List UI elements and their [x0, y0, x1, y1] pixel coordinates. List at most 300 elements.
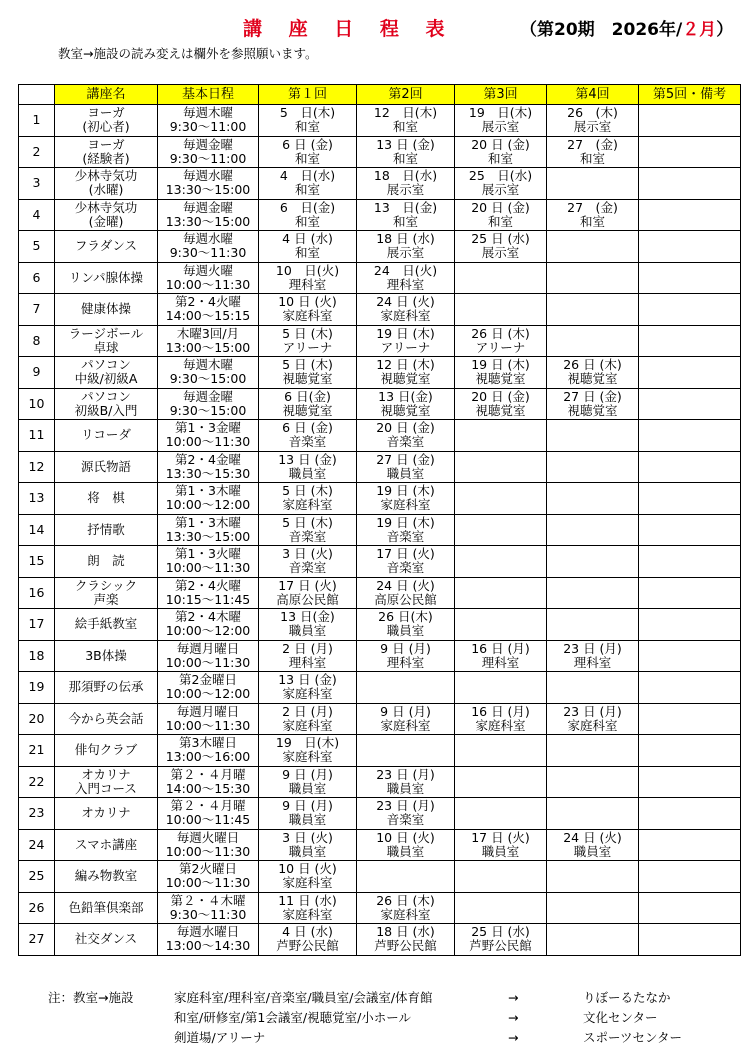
row-number: 6	[19, 262, 55, 294]
session-5-notes-cell	[639, 609, 741, 641]
basic-schedule-cell	[158, 420, 259, 452]
session-1-line: 音楽室	[288, 434, 327, 450]
session-1-line: 3 日 (火)	[282, 546, 333, 562]
session-1-line: 4 日 (水)	[282, 924, 333, 940]
session-4-cell	[547, 577, 639, 609]
basic-schedule-line: 毎週火曜	[182, 262, 233, 278]
session-4-line: 27 (金)	[567, 136, 618, 152]
session-1-line: 13 日(金)	[280, 609, 335, 625]
basic-schedule-line: 13:30～15:00	[165, 528, 251, 544]
header-session-4: 第4回	[547, 85, 639, 105]
session-2-line: 19 日 (木)	[376, 483, 435, 499]
session-1-line: 和室	[294, 182, 320, 198]
session-1-line: 家庭科室	[282, 749, 333, 765]
basic-schedule-line: 第２・４月曜	[170, 766, 246, 782]
basic-schedule-line: 第1・3木曜	[175, 483, 241, 499]
basic-schedule-cell	[158, 388, 259, 420]
table-row	[19, 609, 741, 641]
course-name-line: 3B体操	[85, 647, 127, 663]
row-number: 9	[19, 357, 55, 389]
session-3-line: 視聴覚室	[475, 371, 526, 387]
session-2-line: 高原公民館	[374, 591, 437, 607]
table-row	[19, 325, 741, 357]
course-name-line: 少林寺気功	[74, 199, 138, 215]
session-4-line: 視聴覚室	[567, 371, 618, 387]
session-1-cell	[259, 766, 357, 798]
basic-schedule-line: 13:30～15:30	[165, 465, 251, 481]
session-3-line: 16 日 (月)	[471, 640, 530, 656]
session-1-line: 10 日(火)	[275, 262, 340, 278]
session-2-cell	[357, 105, 455, 137]
header-session-2: 第2回	[357, 85, 455, 105]
session-1-line: 職員室	[288, 843, 327, 859]
session-4-line: 和室	[579, 213, 605, 229]
table-row	[19, 640, 741, 672]
course-name-line: スマホ講座	[74, 836, 138, 852]
session-3-cell	[455, 640, 547, 672]
session-1-line: 11 日 (水)	[278, 892, 337, 908]
session-1-line: 17 日 (火)	[278, 577, 337, 593]
course-name-line: (水曜)	[88, 182, 124, 198]
session-2-line: 23 日 (月)	[376, 766, 435, 782]
table-row	[19, 829, 741, 861]
session-5-notes-cell	[639, 577, 741, 609]
basic-schedule-cell	[158, 231, 259, 263]
session-4-cell	[547, 357, 639, 389]
session-5-notes-cell	[639, 766, 741, 798]
session-3-cell	[455, 325, 547, 357]
session-2-line: 音楽室	[386, 528, 425, 544]
session-1-cell	[259, 388, 357, 420]
session-4-cell	[547, 861, 639, 893]
session-1-line: 19 日(木)	[275, 735, 340, 751]
term-month: ２月	[682, 20, 717, 40]
session-4-cell	[547, 829, 639, 861]
basic-schedule-line: 第２・４木曜	[170, 892, 246, 908]
row-number: 14	[19, 514, 55, 546]
session-1-line: 2 日 (月)	[282, 703, 333, 719]
session-2-cell	[357, 294, 455, 326]
course-name-cell	[55, 357, 158, 389]
basic-schedule-line: 10:00～12:00	[165, 623, 251, 639]
session-1-line: 13 日 (金)	[278, 672, 337, 688]
session-4-cell	[547, 199, 639, 231]
session-2-cell	[357, 766, 455, 798]
term-label	[520, 15, 733, 40]
session-1-line: 13 日 (金)	[278, 451, 337, 467]
header-session-1: 第１回	[259, 85, 357, 105]
row-number: 27	[19, 924, 55, 956]
course-name-cell	[55, 451, 158, 483]
session-3-cell	[455, 451, 547, 483]
basic-schedule-line: 9:30～11:00	[169, 150, 247, 166]
session-1-line: 家庭科室	[282, 875, 333, 891]
row-number: 5	[19, 231, 55, 263]
session-3-line: 20 日 (金)	[471, 388, 530, 404]
session-5-notes-cell	[639, 798, 741, 830]
session-1-cell	[259, 451, 357, 483]
session-1-line: 10 日 (火)	[278, 861, 337, 877]
footer-rooms: 和室/研修室/第1会議室/視聴覚室/小ホール	[174, 1010, 412, 1025]
course-name-cell	[55, 798, 158, 830]
session-2-cell	[357, 199, 455, 231]
session-1-cell	[259, 672, 357, 704]
basic-schedule-line: 毎週金曜	[182, 199, 233, 215]
session-1-cell	[259, 231, 357, 263]
table-row	[19, 231, 741, 263]
basic-schedule-line: 9:30～15:00	[169, 402, 247, 418]
session-2-line: 13 日 (金)	[376, 136, 435, 152]
table-row	[19, 703, 741, 735]
course-name-cell	[55, 829, 158, 861]
course-name-line: オカリナ	[81, 766, 131, 782]
table-row	[19, 546, 741, 578]
basic-schedule-line: 第2・4火曜	[175, 577, 241, 593]
table-row	[19, 168, 741, 200]
session-5-notes-cell	[639, 325, 741, 357]
session-2-line: 家庭科室	[380, 497, 431, 513]
row-number: 8	[19, 325, 55, 357]
course-name-cell	[55, 483, 158, 515]
session-2-cell	[357, 640, 455, 672]
table-row	[19, 420, 741, 452]
session-2-line: 12 日 (木)	[376, 357, 435, 373]
basic-schedule-line: 毎週金曜	[182, 388, 233, 404]
table-row	[19, 577, 741, 609]
course-name-cell	[55, 577, 158, 609]
course-name-cell	[55, 546, 158, 578]
session-2-line: 視聴覚室	[380, 402, 431, 418]
session-2-cell	[357, 924, 455, 956]
session-3-cell	[455, 577, 547, 609]
session-2-cell	[357, 829, 455, 861]
basic-schedule-cell	[158, 199, 259, 231]
session-2-cell	[357, 168, 455, 200]
session-1-line: 6 日 (金)	[282, 136, 333, 152]
session-1-line: 5 日 (木)	[282, 483, 333, 499]
session-1-line: 和室	[294, 150, 320, 166]
session-3-line: 視聴覚室	[475, 402, 526, 418]
basic-schedule-line: 9:30～11:30	[169, 906, 247, 922]
session-3-line: 展示室	[481, 182, 520, 198]
session-3-cell	[455, 609, 547, 641]
session-4-cell	[547, 766, 639, 798]
session-2-line: 芦野公民館	[374, 938, 437, 954]
session-4-cell	[547, 546, 639, 578]
session-1-line: 和室	[294, 119, 320, 135]
footer-arrow: →	[508, 990, 519, 1005]
session-1-cell	[259, 577, 357, 609]
header-number	[19, 85, 55, 105]
footer-rooms: 家庭科室/理科室/音楽室/職員室/会議室/体育館	[174, 990, 433, 1005]
session-1-cell	[259, 325, 357, 357]
session-4-cell	[547, 924, 639, 956]
basic-schedule-line: 10:00～11:30	[165, 560, 251, 576]
session-2-cell	[357, 514, 455, 546]
course-name-line: フラダンス	[74, 238, 138, 254]
row-number: 17	[19, 609, 55, 641]
session-5-notes-cell	[639, 451, 741, 483]
session-4-cell	[547, 388, 639, 420]
footer-label: 注：教室→施設	[48, 990, 134, 1005]
basic-schedule-cell	[158, 829, 259, 861]
basic-schedule-line: 第2火曜日	[179, 861, 237, 877]
session-2-cell	[357, 357, 455, 389]
course-name-line: リンパ腺体操	[68, 269, 144, 285]
basic-schedule-line: 10:00～11:30	[165, 276, 251, 292]
basic-schedule-line: 9:30～11:00	[169, 119, 247, 135]
session-3-line: 和室	[487, 150, 513, 166]
session-2-cell	[357, 262, 455, 294]
session-1-cell	[259, 609, 357, 641]
course-name-cell	[55, 735, 158, 767]
course-name-line: 卓球	[93, 339, 119, 355]
table-row	[19, 451, 741, 483]
session-1-line: 家庭科室	[282, 308, 333, 324]
course-name-line: 今から英会話	[68, 710, 144, 726]
table-row	[19, 892, 741, 924]
course-name-line: 初級B/入門	[74, 402, 138, 418]
basic-schedule-cell	[158, 703, 259, 735]
session-2-line: 13 日(金)	[378, 388, 433, 404]
course-name-cell	[55, 924, 158, 956]
session-5-notes-cell	[639, 231, 741, 263]
row-number: 4	[19, 199, 55, 231]
footer-facility: スポーツセンター	[583, 1030, 683, 1045]
table-row	[19, 388, 741, 420]
basic-schedule-line: 10:00～11:30	[165, 717, 251, 733]
table-row	[19, 514, 741, 546]
row-number: 26	[19, 892, 55, 924]
session-3-line: 職員室	[481, 843, 520, 859]
session-4-cell	[547, 609, 639, 641]
session-2-line: 理科室	[386, 654, 425, 670]
course-name-cell	[55, 703, 158, 735]
footer-row	[48, 1008, 748, 1028]
session-2-line: 19 日 (木)	[376, 325, 435, 341]
basic-schedule-line: 毎週金曜	[182, 136, 233, 152]
row-number: 1	[19, 105, 55, 137]
course-name-line: 編み物教室	[74, 868, 138, 884]
session-5-notes-cell	[639, 357, 741, 389]
session-3-cell	[455, 483, 547, 515]
footer-arrow: →	[508, 1030, 519, 1045]
footer-row	[48, 1028, 748, 1048]
session-3-cell	[455, 546, 547, 578]
session-1-cell	[259, 168, 357, 200]
session-2-cell	[357, 325, 455, 357]
session-5-notes-cell	[639, 892, 741, 924]
basic-schedule-line: 第1・3木曜	[175, 514, 241, 530]
session-1-line: 家庭科室	[282, 686, 333, 702]
session-3-line: 19 日(木)	[468, 105, 533, 121]
footer-rooms: 剣道場/アリーナ	[174, 1030, 266, 1045]
row-number: 18	[19, 640, 55, 672]
row-number: 20	[19, 703, 55, 735]
session-2-cell	[357, 483, 455, 515]
session-1-line: 5 日 (木)	[282, 325, 333, 341]
row-number: 2	[19, 136, 55, 168]
session-2-line: 視聴覚室	[380, 371, 431, 387]
session-5-notes-cell	[639, 420, 741, 452]
session-4-cell	[547, 798, 639, 830]
session-1-line: 理科室	[288, 276, 327, 292]
basic-schedule-cell	[158, 483, 259, 515]
session-1-line: 芦野公民館	[276, 938, 339, 954]
row-number: 16	[19, 577, 55, 609]
session-2-line: 職員室	[386, 843, 425, 859]
session-1-line: 6 日(金)	[279, 199, 336, 215]
session-3-line: 家庭科室	[475, 717, 526, 733]
room-note: 教室→施設の読み変えは欄外を参照願います。	[58, 46, 318, 61]
session-1-line: 家庭科室	[282, 906, 333, 922]
basic-schedule-line: 第２・４月曜	[170, 798, 246, 814]
session-1-cell	[259, 514, 357, 546]
session-5-notes-cell	[639, 640, 741, 672]
session-2-line: 展示室	[386, 182, 425, 198]
table-row	[19, 766, 741, 798]
basic-schedule-line: 第2金曜日	[179, 672, 237, 688]
course-name-line: 色鉛筆倶楽部	[68, 899, 144, 915]
session-4-cell	[547, 294, 639, 326]
course-name-line: ラージボール	[68, 325, 144, 341]
session-2-line: 13 日(金)	[373, 199, 438, 215]
basic-schedule-line: 毎週月曜日	[176, 640, 240, 656]
session-2-line: 18 日 (水)	[376, 231, 435, 247]
session-3-line: 25 日 (水)	[471, 231, 530, 247]
basic-schedule-cell	[158, 735, 259, 767]
course-name-cell	[55, 861, 158, 893]
header-schedule: 基本日程	[158, 85, 259, 105]
session-4-line: 理科室	[573, 654, 612, 670]
session-3-cell	[455, 231, 547, 263]
session-2-line: 19 日 (木)	[376, 514, 435, 530]
session-5-notes-cell	[639, 735, 741, 767]
session-1-line: 視聴覚室	[282, 402, 333, 418]
course-name-cell	[55, 105, 158, 137]
session-3-line: 25 日(水)	[468, 168, 533, 184]
term-suffix: ）	[716, 20, 734, 40]
table-row	[19, 357, 741, 389]
row-number: 24	[19, 829, 55, 861]
session-3-cell	[455, 798, 547, 830]
session-4-cell	[547, 420, 639, 452]
session-3-line: 20 日 (金)	[471, 136, 530, 152]
session-1-line: 音楽室	[288, 528, 327, 544]
session-3-line: 25 日 (水)	[471, 924, 530, 940]
course-name-cell	[55, 325, 158, 357]
basic-schedule-cell	[158, 325, 259, 357]
row-number: 12	[19, 451, 55, 483]
session-2-cell	[357, 798, 455, 830]
session-1-cell	[259, 861, 357, 893]
session-1-cell	[259, 829, 357, 861]
row-number: 21	[19, 735, 55, 767]
session-1-cell	[259, 357, 357, 389]
course-name-line: ヨーガ	[87, 136, 125, 152]
session-1-line: 職員室	[288, 465, 327, 481]
course-name-cell	[55, 294, 158, 326]
course-name-line: 将 棋	[87, 490, 125, 506]
schedule-table	[18, 84, 741, 956]
row-number: 10	[19, 388, 55, 420]
basic-schedule-cell	[158, 546, 259, 578]
session-5-notes-cell	[639, 861, 741, 893]
session-3-line: 20 日 (金)	[471, 199, 530, 215]
course-name-cell	[55, 136, 158, 168]
basic-schedule-cell	[158, 577, 259, 609]
course-name-line: パソコン	[81, 357, 131, 373]
basic-schedule-line: 毎週水曜	[182, 168, 233, 184]
session-2-line: 18 日 (水)	[376, 924, 435, 940]
session-1-line: 10 日 (火)	[278, 294, 337, 310]
footer-facility: りぼーるたなか	[583, 990, 671, 1005]
table-row	[19, 861, 741, 893]
session-1-line: 5 日(木)	[279, 105, 336, 121]
basic-schedule-line: 毎週火曜日	[176, 829, 240, 845]
basic-schedule-line: 9:30～15:00	[169, 371, 247, 387]
session-2-line: 20 日 (金)	[376, 420, 435, 436]
session-2-cell	[357, 231, 455, 263]
session-5-notes-cell	[639, 514, 741, 546]
basic-schedule-cell	[158, 766, 259, 798]
session-2-cell	[357, 546, 455, 578]
course-name-cell	[55, 262, 158, 294]
session-4-line: 27 (金)	[567, 199, 618, 215]
basic-schedule-cell	[158, 861, 259, 893]
basic-schedule-line: 第2・4火曜	[175, 294, 241, 310]
course-name-cell	[55, 640, 158, 672]
session-3-line: 19 日 (木)	[471, 357, 530, 373]
session-1-line: 職員室	[288, 812, 327, 828]
course-name-line: (金曜)	[88, 213, 124, 229]
session-2-line: 10 日 (火)	[376, 829, 435, 845]
session-4-cell	[547, 514, 639, 546]
session-4-line: 27 日 (金)	[563, 388, 622, 404]
session-2-cell	[357, 136, 455, 168]
table-row	[19, 924, 741, 956]
session-4-cell	[547, 136, 639, 168]
session-3-line: 展示室	[481, 119, 520, 135]
session-1-line: 和室	[294, 245, 320, 261]
session-1-line: 9 日 (月)	[282, 798, 333, 814]
session-4-cell	[547, 231, 639, 263]
session-5-notes-cell	[639, 262, 741, 294]
table-row	[19, 294, 741, 326]
session-1-line: 音楽室	[288, 560, 327, 576]
session-4-line: 26 日 (木)	[563, 357, 622, 373]
session-2-line: 和室	[392, 213, 418, 229]
session-4-line: 26 (木)	[567, 105, 618, 121]
basic-schedule-line: 13:00～14:30	[165, 938, 251, 954]
session-3-cell	[455, 199, 547, 231]
session-5-notes-cell	[639, 924, 741, 956]
session-4-line: 職員室	[573, 843, 612, 859]
basic-schedule-cell	[158, 136, 259, 168]
session-1-line: アリーナ	[282, 339, 333, 355]
table-row	[19, 105, 741, 137]
basic-schedule-cell	[158, 924, 259, 956]
basic-schedule-line: 10:00～12:00	[165, 686, 251, 702]
session-1-line: 和室	[294, 213, 320, 229]
table-row	[19, 672, 741, 704]
session-3-cell	[455, 703, 547, 735]
table-row	[19, 798, 741, 830]
session-2-line: 24 日(火)	[373, 262, 438, 278]
course-name-line: 中級/初級A	[74, 371, 138, 387]
header-course: 講座名	[55, 85, 158, 105]
basic-schedule-line: 9:30～11:30	[169, 245, 247, 261]
